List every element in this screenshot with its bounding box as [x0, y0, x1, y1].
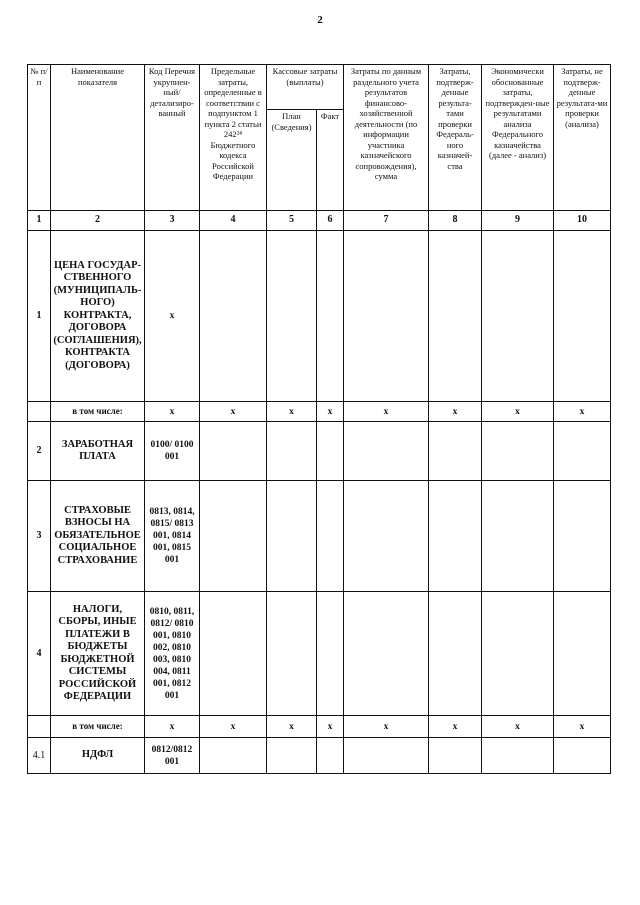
table-row: [28, 738, 611, 774]
table-row: [28, 231, 611, 402]
column-number: 10: [554, 211, 611, 231]
header-plan: План (Сведения): [267, 110, 317, 211]
x-mark: х: [429, 402, 482, 422]
table-cell: [267, 481, 317, 592]
table-cell: [429, 738, 482, 774]
x-mark: х: [554, 716, 611, 738]
x-mark: х: [429, 716, 482, 738]
x-mark: х: [482, 402, 554, 422]
table-cell: [317, 422, 344, 481]
column-number: 1: [28, 211, 51, 231]
table-cell: [267, 592, 317, 716]
table-cell: [200, 422, 267, 481]
column-number: 6: [317, 211, 344, 231]
table-cell: [482, 422, 554, 481]
table-cell: [554, 481, 611, 592]
table-cell: [554, 422, 611, 481]
header-cash-costs: Кассовые затраты (выплаты): [267, 65, 344, 110]
row-number: 4.1: [28, 738, 51, 774]
table-cell: [554, 738, 611, 774]
row-code: 0810, 0811, 0812/ 0810 001, 0810 002, 0810 003, 0810 004, 0811 001, 0812 001: [145, 592, 200, 716]
table-row: [28, 481, 611, 592]
table-cell: [554, 592, 611, 716]
x-mark: х: [317, 716, 344, 738]
table-cell: [344, 738, 429, 774]
row-number: 1: [28, 231, 51, 402]
including-row: [28, 402, 611, 422]
table-cell: [267, 422, 317, 481]
table-cell: [344, 422, 429, 481]
x-mark: х: [145, 402, 200, 422]
table-cell: [200, 231, 267, 402]
column-number: 9: [482, 211, 554, 231]
costs-table: [27, 64, 611, 774]
table-cell: [317, 481, 344, 592]
row-number: 2: [28, 422, 51, 481]
table-cell: [267, 231, 317, 402]
row-code: 0812/0812 001: [145, 738, 200, 774]
row-name: НАЛОГИ, СБОРЫ, ИНЫЕ ПЛАТЕЖИ В БЮДЖЕТЫ БЮДЖЕТНОЙ СИСТЕМЫ РОССИЙСКОЙ ФЕДЕРАЦИИ: [51, 592, 145, 716]
header-fact: Факт: [317, 110, 344, 211]
table-cell: [28, 716, 51, 738]
table-cell: [554, 231, 611, 402]
table-cell: [317, 231, 344, 402]
row-name: ЗАРАБОТНАЯ ПЛАТА: [51, 422, 145, 481]
table-cell: [344, 592, 429, 716]
table-cell: [429, 592, 482, 716]
row-number: 4: [28, 592, 51, 716]
row-name: ЦЕНА ГОСУДАР-СТВЕННОГО (МУНИЦИПАЛЬ-НОГО) КОНТРАКТА, ДОГОВОРА (СОГЛАШЕНИЯ), КОНТРАКТА (ДОГОВОРА): [51, 231, 145, 402]
including-label: в том числе:: [51, 402, 145, 422]
column-number: 8: [429, 211, 482, 231]
header-row: [28, 65, 611, 110]
table-cell: [482, 738, 554, 774]
row-code: 0100/ 0100 001: [145, 422, 200, 481]
x-mark: х: [267, 402, 317, 422]
including-label: в том числе:: [51, 716, 145, 738]
header-economic-costs: Экономически обоснованные затраты, подтвержден-ные результатами анализа Федерального казначейства (далее - анализ): [482, 65, 554, 211]
column-numbers-row: [28, 211, 611, 231]
table-cell: [344, 231, 429, 402]
table-cell: [317, 592, 344, 716]
row-name: СТРАХОВЫЕ ВЗНОСЫ НА ОБЯЗАТЕЛЬНОЕ СОЦИАЛЬНОЕ СТРАХОВАНИЕ: [51, 481, 145, 592]
table-cell: [28, 402, 51, 422]
table-cell: [482, 231, 554, 402]
table-cell: [317, 738, 344, 774]
table-cell: [482, 481, 554, 592]
column-number: 2: [51, 211, 145, 231]
table-cell: [344, 481, 429, 592]
x-mark: х: [267, 716, 317, 738]
table-cell: [429, 231, 482, 402]
row-name: НДФЛ: [51, 738, 145, 774]
column-number: 7: [344, 211, 429, 231]
x-mark: х: [554, 402, 611, 422]
x-mark: х: [482, 716, 554, 738]
table-cell: [482, 592, 554, 716]
header-confirmed-costs: Затраты, подтверж-денные результа-тами проверки Федераль-ного казначей-ства: [429, 65, 482, 211]
table-cell: [429, 422, 482, 481]
header-code: Код Перечня укрупнен-ный/ детализиро-ванный: [145, 65, 200, 211]
row-code: х: [145, 231, 200, 402]
table-cell: [267, 738, 317, 774]
x-mark: х: [200, 402, 267, 422]
header-separate-accounting: Затраты по данным раздельного учета результатов финансово-хозяйственной деятельности (по информации участника казначейского сопровождения), сумма: [344, 65, 429, 211]
header-limit-costs: Предельные затраты, определенные в соответствии с подпунктом 1 пункта 2 статьи 242²⁴ Бюджетного кодекса Российской Федерации: [200, 65, 267, 211]
x-mark: х: [344, 716, 429, 738]
page-number: 2: [317, 14, 323, 26]
x-mark: х: [145, 716, 200, 738]
table-cell: [200, 738, 267, 774]
including-row: [28, 716, 611, 738]
header-name: Наименование показателя: [51, 65, 145, 211]
header-unconfirmed-costs: Затраты, не подтверж-денные результата-ми проверки (анализа): [554, 65, 611, 211]
header-num: № п/п: [28, 65, 51, 211]
table-cell: [200, 481, 267, 592]
table-cell: [200, 592, 267, 716]
table-row: [28, 422, 611, 481]
column-number: 3: [145, 211, 200, 231]
row-code: 0813, 0814, 0815/ 0813 001, 0814 001, 0815 001: [145, 481, 200, 592]
x-mark: х: [344, 402, 429, 422]
x-mark: х: [317, 402, 344, 422]
row-number: 3: [28, 481, 51, 592]
column-number: 4: [200, 211, 267, 231]
column-number: 5: [267, 211, 317, 231]
x-mark: х: [200, 716, 267, 738]
table-row: [28, 592, 611, 716]
table-cell: [429, 481, 482, 592]
